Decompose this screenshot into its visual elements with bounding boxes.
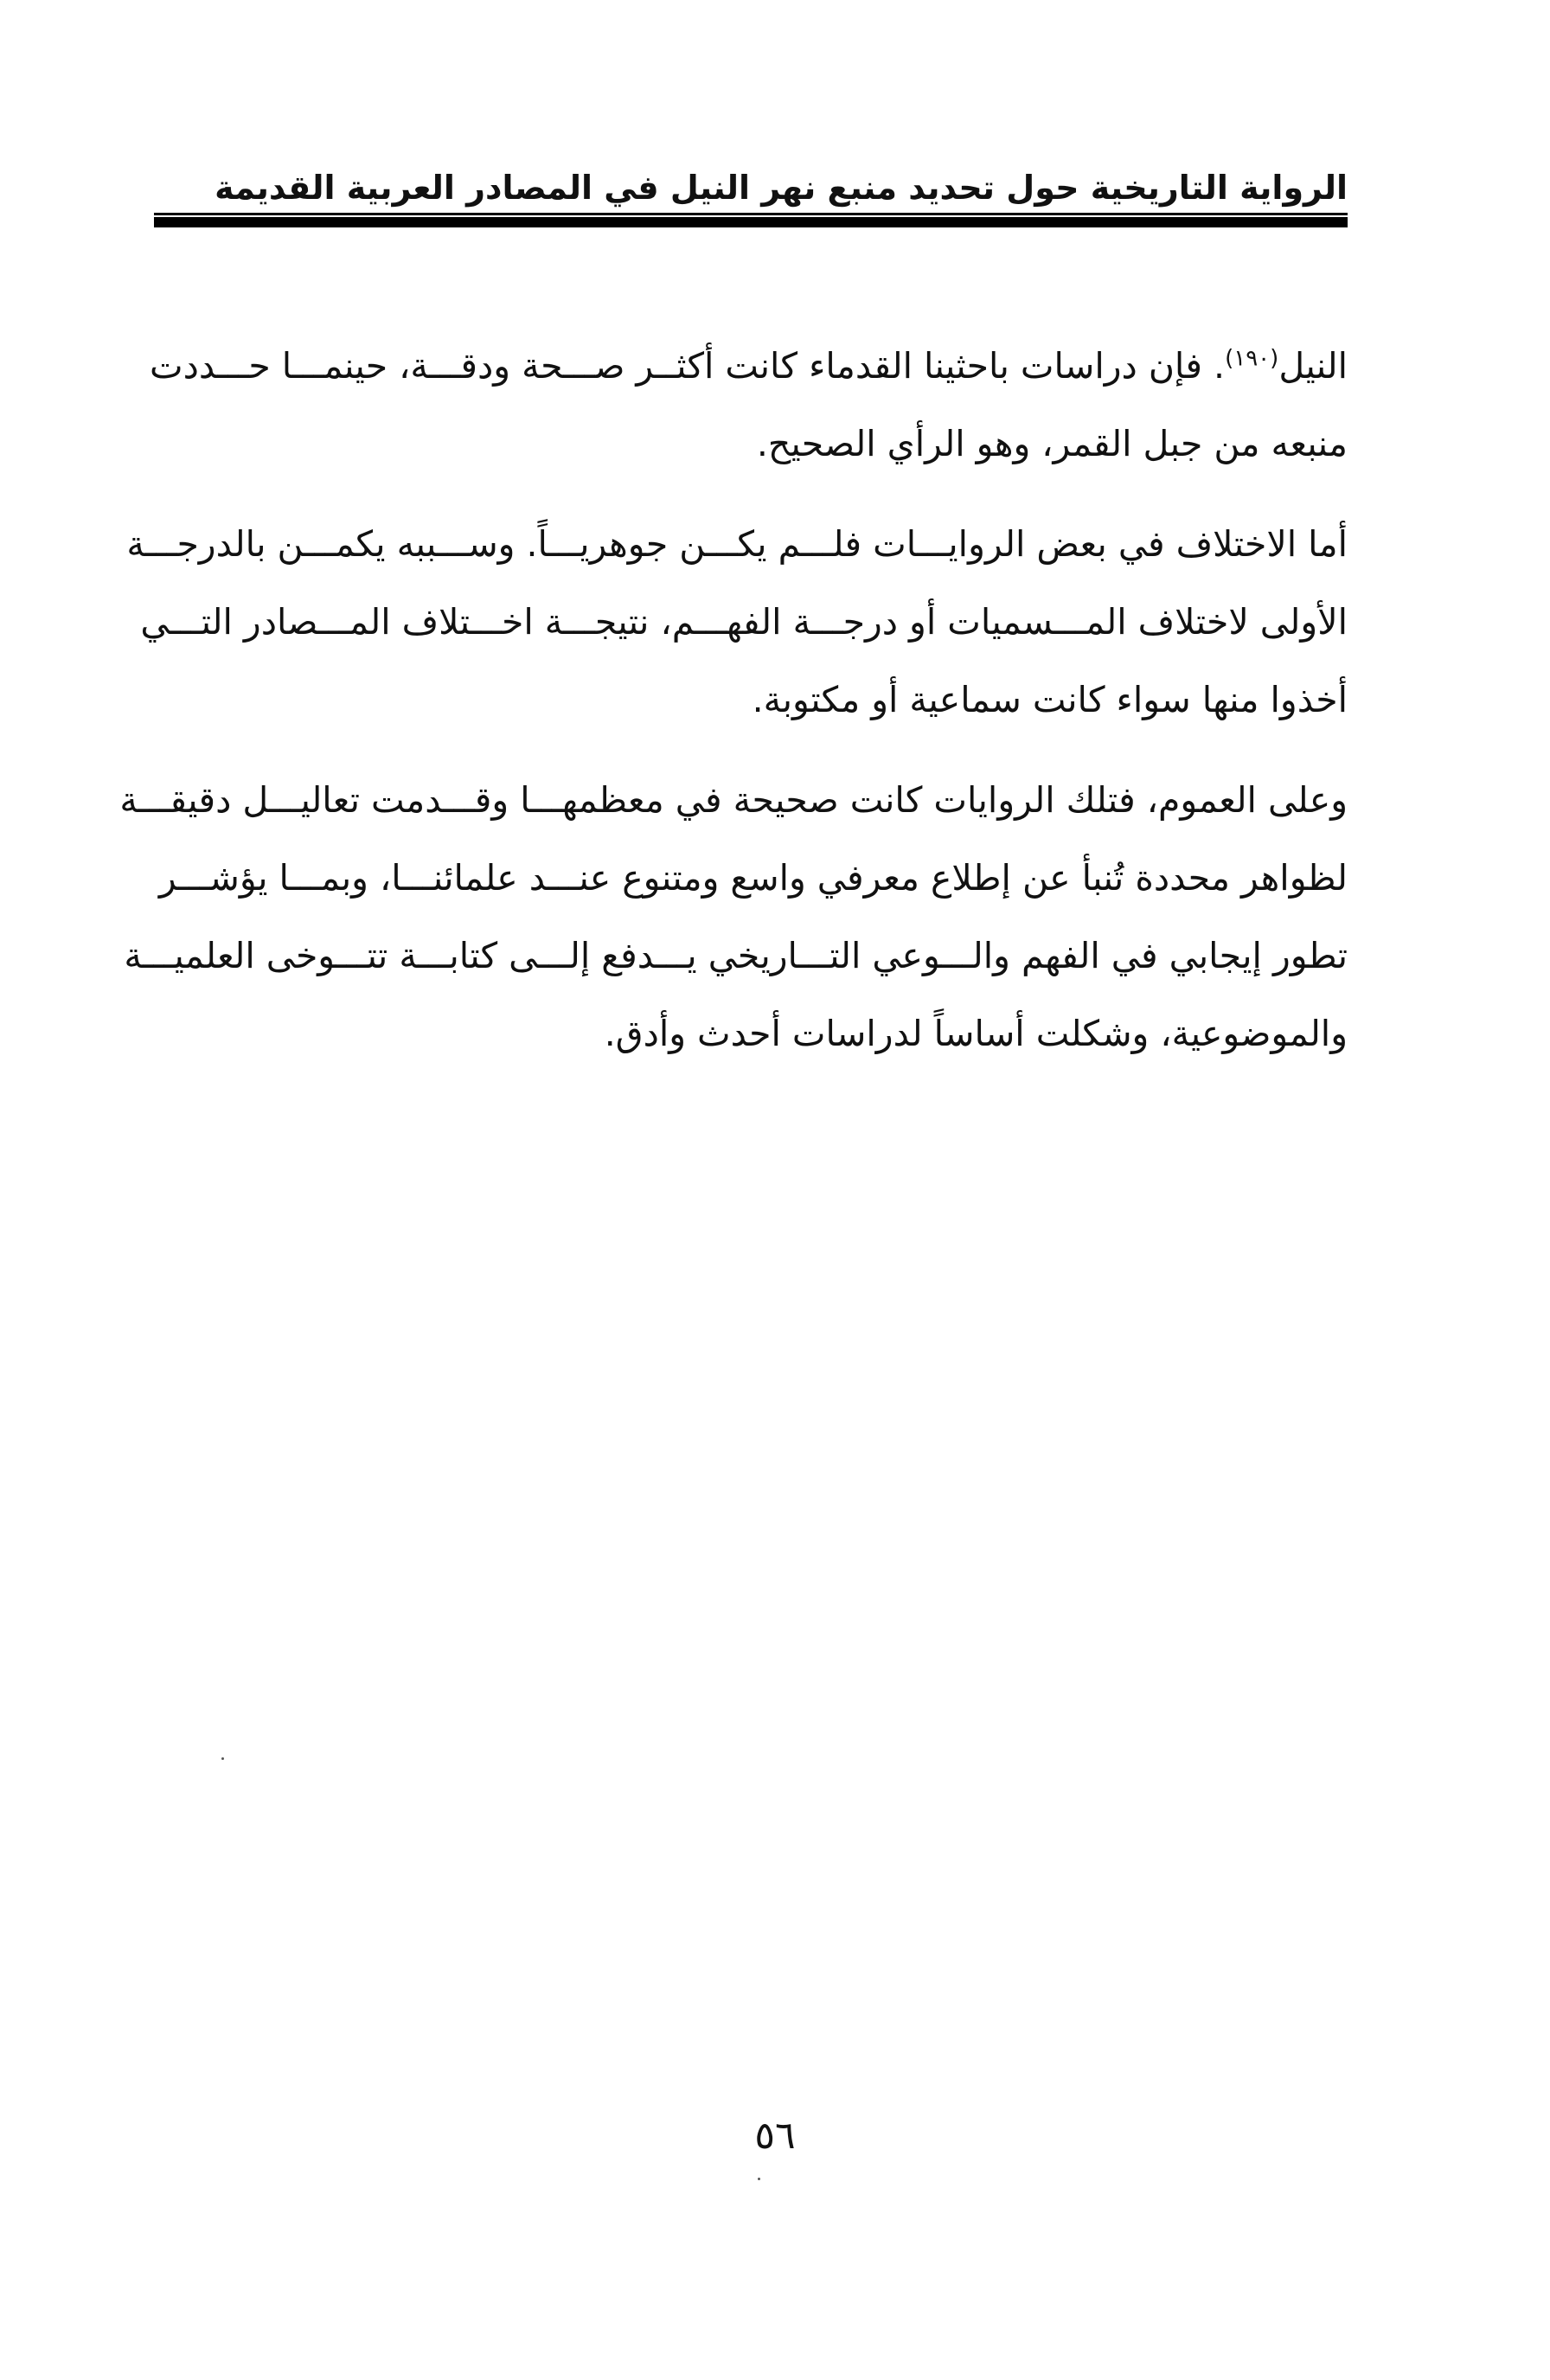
scan-speck <box>221 1757 224 1760</box>
text-line: وعلى العموم، فتلك الروايات كانت صحيحة في معظمهـــا وقـــدمت تعاليـــل دقيقـــة <box>119 779 1348 821</box>
text-line <box>150 327 1348 405</box>
paragraph-1 <box>150 327 1348 483</box>
running-header: الرواية التاريخية حول تحديد منبع نهر النيل في المصادر العربية القديمة <box>215 169 1348 207</box>
page-number: ٥٦ <box>754 2114 796 2158</box>
text-span: النيل <box>1278 345 1348 387</box>
scan-speck <box>758 2178 760 2180</box>
text-line: الأولى لاختلاف المـــسميات أو درجـــة الفهـــم، نتيجـــة اخـــتلاف المـــصادر التـــي <box>140 601 1348 643</box>
text-line: والموضوعية، وشكلت أساساً لدراسات أحدث وأدق. <box>604 1013 1348 1054</box>
text-span: . فإن دراسات باحثينا القدماء كانت أكثــر صـــحة ودقـــة، حينمـــا حـــددت <box>150 345 1226 387</box>
header-rule-thick <box>154 217 1348 227</box>
paragraph-3 <box>119 761 1348 1072</box>
text-line: أخذوا منها سواء كانت سماعية أو مكتوبة. <box>752 679 1348 720</box>
paragraph-2 <box>126 505 1348 739</box>
text-line: منبعه من جبل القمر، وهو الرأي الصحيح. <box>756 423 1348 464</box>
text-line: تطور إيجابي في الفهم والـــوعي التـــاريخي يـــدفع إلـــى كتابـــة تتـــوخى العلميـــة <box>124 935 1348 976</box>
header-rule-thin <box>154 213 1348 215</box>
text-line: أما الاختلاف في بعض الروايـــات فلـــم يكـــن جوهريـــاً. وســـببه يكمـــن بالدرجـــة <box>126 523 1348 565</box>
body-text <box>119 327 1348 1095</box>
text-line: لظواهر محددة تُنبأ عن إطلاع معرفي واسع ومتنوع عنـــد علمائنـــا، وبمـــا يؤشـــر <box>158 857 1348 899</box>
footnote-reference: (١٩٠) <box>1225 345 1279 372</box>
